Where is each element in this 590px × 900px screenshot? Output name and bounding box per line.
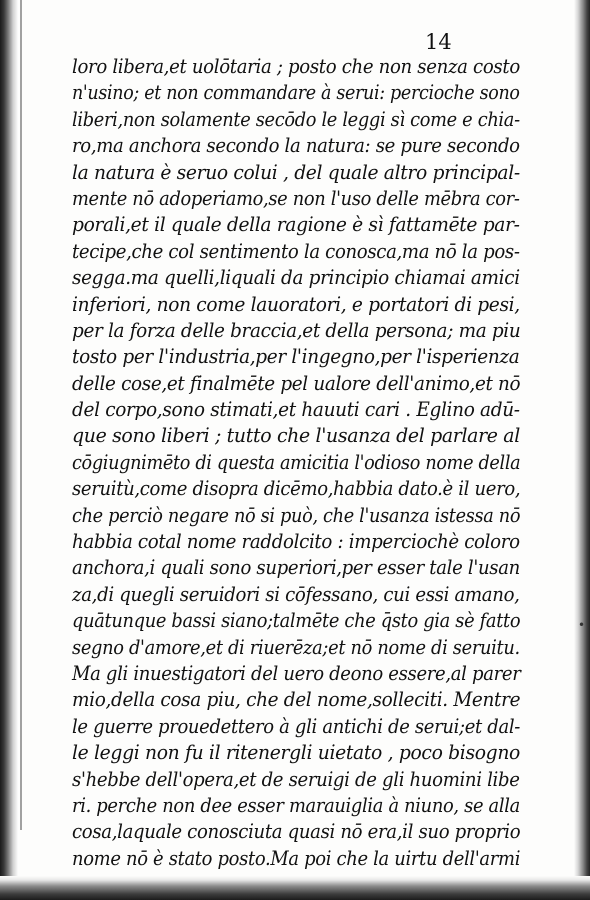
text-line: Ma gli inuestigatori del uero deono essere,al parer — [72, 661, 521, 685]
text-line: inferiori, non come lauoratori, e portatori di pesi, — [72, 292, 520, 316]
text-line: porali,et il quale della ragione è sì fattamēte par- — [72, 213, 520, 237]
text-line: seruitù,come disopra dicēmo,habbia dato.è il uero, — [72, 477, 521, 501]
text-line: liberi,non solamente secōdo le leggi sì come e chia- — [72, 107, 520, 131]
text-line: ro,ma anchora secondo la natura: se pure secondo — [72, 134, 520, 158]
text-line: n'usino; et non commandare à serui: percioche sono — [72, 81, 520, 105]
text-line: loro libera,et uolōtaria ; posto che non senza costo — [72, 55, 520, 78]
text-line: le leggi non fu il ritenergli uietato , poco bisogno — [72, 741, 520, 765]
text-line: cōgiugnimēto di questa amicitia l'odioso nome della — [72, 450, 521, 474]
text-line: tosto per l'industria,per l'ingegno,per l'isperienza — [72, 345, 520, 369]
text-line: ri. perche non dee esser marauiglia à niuno, se alla — [72, 793, 520, 817]
text-line: quātunque bassi siano;talmēte che q̄sto gia sè fatto — [72, 609, 521, 633]
text-line: s'hebbe dell'opera,et de seruigi de gli huomini libe — [72, 767, 520, 791]
text-line: per la forza delle braccia,et della persona; ma piu — [72, 318, 521, 342]
gutter-line — [20, 0, 22, 830]
margin-mark: • — [578, 618, 586, 632]
text-line: segno d'amore,et di riuerēza;et nō nome di seruitu. — [72, 635, 520, 659]
text-line: che perciò negare nō si può, che l'usanza istessa nō — [72, 503, 521, 527]
text-line: habbia cotal nome raddolcito : imperciochè coloro — [72, 530, 520, 554]
page-number: 14 — [425, 30, 452, 54]
text-line: delle cose,et finalmēte pel ualore dell'animo,et nō — [72, 371, 521, 395]
text-line: za,di quegli seruidori si cōfessano, cui essi amano, — [72, 582, 520, 606]
text-line: anchora,i quali sono superiori,per esser tale l'usan — [72, 556, 520, 580]
page-right-edge — [574, 0, 590, 900]
text-line: le guerre prouedettero à gli antichi de serui;et dal- — [72, 714, 521, 738]
text-line: mio,della cosa piu, che del nome,solleciti. Mentre — [72, 688, 521, 712]
page-bottom-edge — [0, 876, 590, 900]
text-line: del corpo,sono stimati,et hauuti cari . Eglino adū- — [72, 398, 520, 422]
text-line: tecipe,che col sentimento la conosca,ma nō la pos- — [72, 239, 520, 263]
page-gutter-shadow — [0, 0, 18, 900]
body-text — [72, 54, 520, 872]
text-line: segga.ma quelli,liquali da principio chiamai amici — [72, 266, 520, 290]
text-line: nome nō è stato posto.Ma poi che la uirtu dell'armi — [72, 846, 521, 870]
text-line: cosa,laquale conosciuta quasi nō era,il suo proprio — [72, 820, 521, 844]
text-line: la natura è seruo colui , del quale altro principal- — [72, 160, 520, 184]
text-line: mente nō adoperiamo,se non l'uso delle mēbra cor- — [72, 186, 520, 210]
text-line: que sono liberi ; tutto che l'usanza del parlare al — [72, 424, 520, 448]
